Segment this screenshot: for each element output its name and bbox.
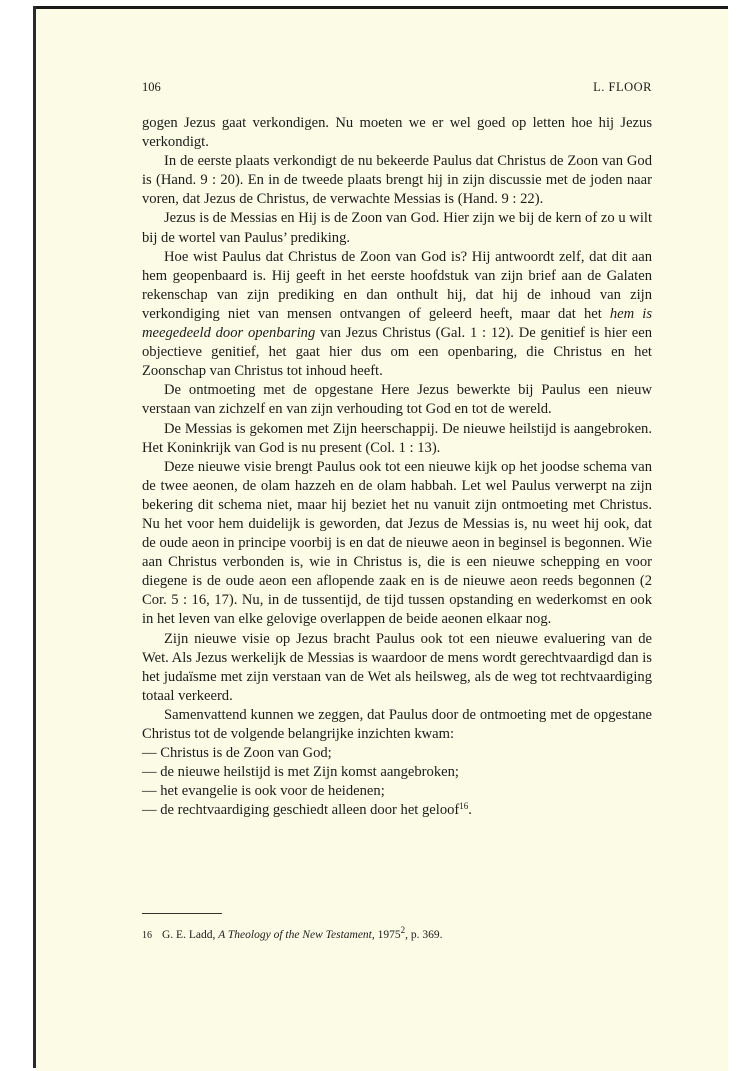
paragraph: Hoe wist Paulus dat Christus de Zoon van God is? Hij antwoordt zelf, dat dit aan hem geopenbaard is. Hij geeft in het eerste hoofdstuk van zijn brief aan de Galaten rekenschap van zijn prediking en dan onthult hij, dat hij de inhoud van zijn verkondiging niet van mensen ontvangen of geleerd heeft, maar dat het hem is meegedeeld door openbaring van Jezus Christus (Gal. 1 : 12). De genitief is hier een objectieve genitief, het gaat hier dus om een openbaring, die Christus en het Zoonschap van Christus tot inhoud heeft. <box>142 248 652 380</box>
footnote-edition: 2 <box>400 925 406 935</box>
insights-list <box>142 744 652 820</box>
body-text <box>142 114 652 820</box>
footnote-ref: 16 <box>459 801 469 812</box>
paragraph: De Messias is gekomen met Zijn heerschappij. De nieuwe heilstijd is aangebroken. Het Koninkrijk van God is nu present (Col. 1 : 13). <box>142 420 652 456</box>
list-item: — de rechtvaardiging geschiedt alleen door het geloof$^{16}$. <box>142 801 472 819</box>
paragraph: De ontmoeting met de opgestane Here Jezus bewerkte bij Paulus een nieuw verstaan van zichzelf en van zijn verhouding tot God en tot de wereld. <box>142 382 652 418</box>
paragraph: Samenvattend kunnen we zeggen, dat Paulus door de ontmoeting met de opgestane Christus tot de volgende belangrijke inzichten kwam: <box>142 706 652 742</box>
paragraph: Deze nieuwe visie brengt Paulus ook tot een nieuwe kijk op het joodse schema van de twee aeonen, de olam hazzeh en de olam habbah. Let wel Paulus verwerpt na zijn bekering dit schema niet, maar hij beziet het nu vanuit zijn ontmoeting met Christus. Nu het voor hem duidelijk is geworden, dat Jezus de Messias is, nu weet hij ook, dat de oude aeon in principe voorbij is en dat de nieuwe aeon in beginsel is begonnen. Wie aan Christus verbonden is, wie in Christus is, die is een nieuwe schepping en voor diegene is de oude aeon een aflopende zaak en is de nieuwe aeon reeds begonnen (2 Cor. 5 : 16, 17). Nu, in de tussentijd, de tijd tussen opstanding en wederkomst en ook in het leven van elke gelovige overlappen de beide aeonen elkaar nog. <box>142 458 652 628</box>
list-item: — het evangelie is ook voor de heidenen; <box>142 783 385 800</box>
list-item: — Christus is de Zoon van God; <box>142 745 332 762</box>
page-header <box>142 80 652 98</box>
paragraph: In de eerste plaats verkondigt de nu bekeerde Paulus dat Christus de Zoon van God is (Hand. 9 : 20). En in de tweede plaats brengt hij in zijn discussie met de joden naar voren, dat Jezus de Christus, de verwachte Messias is (Hand. 9 : 22). <box>142 153 652 208</box>
footnote-year: , 1975 <box>371 929 401 941</box>
paragraph: Zijn nieuwe visie op Jezus bracht Paulus ook tot een nieuwe evaluering van de Wet. Als Jezus werkelijk de Messias is waardoor de mens wordt gerechtvaardigd dan is het judaïsme met zijn verstaan van de Wet als heilsweg, als de weg tot rechtvaardiging totaal verkeerd. <box>142 630 652 704</box>
footnote-author: G. E. Ladd, <box>162 929 219 941</box>
footnote <box>142 925 652 941</box>
list-item: — de nieuwe heilstijd is met Zijn komst aangebroken; <box>142 764 459 781</box>
footnote-page: , p. 369. <box>405 929 443 941</box>
paragraph: gogen Jezus gaat verkondigen. Nu moeten we er wel goed op letten hoe hij Jezus verkondigt. <box>142 115 652 151</box>
page-number: 106 <box>142 80 161 94</box>
paragraph: Jezus is de Messias en Hij is de Zoon van God. Hier zijn we bij de kern of zo u wilt bij de wortel van Paulus’ prediking. <box>142 210 652 246</box>
footnote-number: 16 <box>142 930 152 941</box>
paragraph-list <box>142 114 652 744</box>
running-head: L. FLOOR <box>593 80 652 94</box>
footnote-title: A Theology of the New Testament <box>218 929 372 941</box>
footnote-rule <box>142 913 222 914</box>
